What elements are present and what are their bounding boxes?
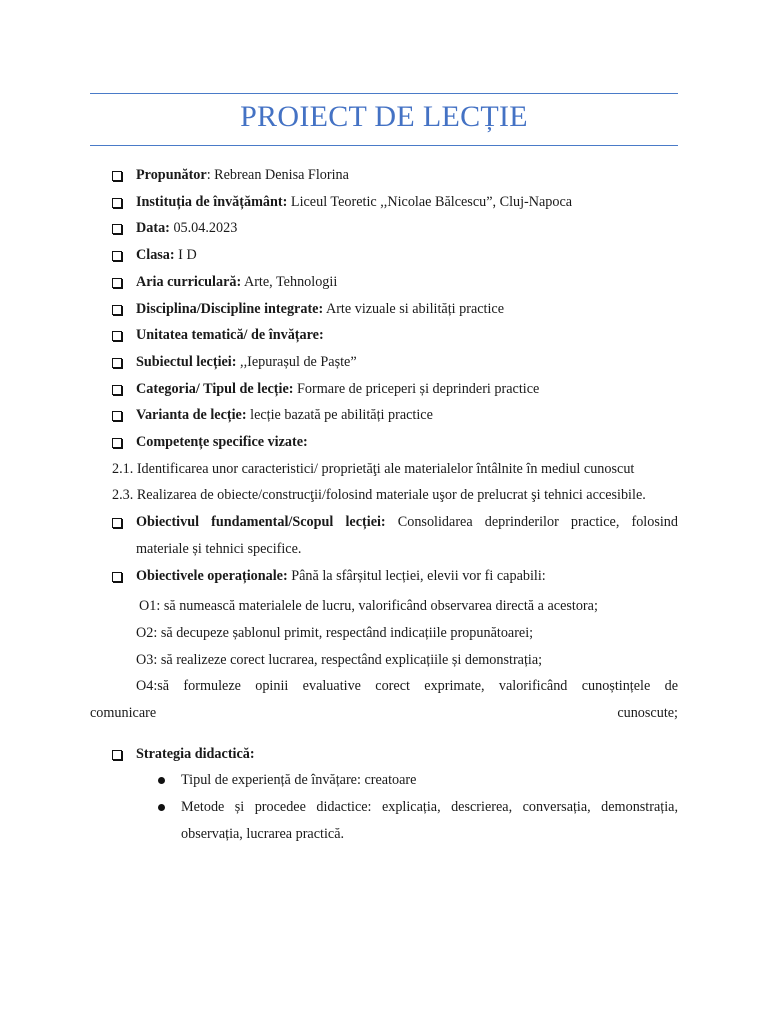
field-label: Categoria/ Tipul de lecție: <box>136 380 294 397</box>
checkbox-bullet-icon <box>112 251 122 261</box>
field-obiectiv-fundamental <box>0 509 768 562</box>
field-label: Varianta de lecție: <box>136 407 247 424</box>
field-competente <box>0 429 768 456</box>
page-title: PROIECT DE LECȚIE <box>240 100 528 133</box>
field-value: Formare de priceperi și deprinderi practice <box>293 380 540 397</box>
objective-o1: O1: să numească materialele de lucru, valorificând observarea directă a acestora; <box>139 598 598 615</box>
field-label: Propunător <box>136 167 207 183</box>
field-data <box>0 215 768 242</box>
checkbox-bullet-icon <box>112 411 122 421</box>
field-disciplina <box>0 296 768 323</box>
objective-o2: O2: să decupeze șablonul primit, respectând indicațiile propunătoarei; <box>136 624 534 641</box>
field-value: Liceul Teoretic ,,Nicolae Bălcescu”, Cluj-Napoca <box>287 193 573 210</box>
checkbox-bullet-icon <box>112 358 122 368</box>
checkbox-bullet-icon <box>112 224 122 234</box>
field-value: 05.04.2023 <box>169 220 238 237</box>
bullet-dot-icon <box>158 804 165 811</box>
field-label: Data: <box>136 220 170 237</box>
competence-2-1: 2.1. Identificarea unor caracteristici/ proprietăţi ale materialelor întâlnite în mediul cunoscut <box>112 460 635 477</box>
field-subiectul-lectiei <box>0 349 768 376</box>
field-value: Până la sfârșitul lecției, elevii vor fi capabili: <box>287 567 546 584</box>
checkbox-bullet-icon <box>112 438 122 448</box>
checkbox-bullet-icon <box>112 278 122 288</box>
objective-o4-continuation: comunicare cunoscute; <box>90 705 678 722</box>
field-label: Instituția de învățământ: <box>136 193 288 210</box>
field-label: Competențe specifice vizate: <box>136 434 308 451</box>
checkbox-bullet-icon <box>112 331 122 341</box>
spacer <box>0 727 768 741</box>
strategy-bullet-metode <box>0 794 768 847</box>
field-label: Aria curriculară: <box>136 273 242 290</box>
field-institutia <box>0 189 768 216</box>
competence-2-3: 2.3. Realizarea de obiecte/construcţii/folosind materiale uşor de prelucrat şi tehnici accesibile. <box>112 487 646 504</box>
field-label: Strategia didactică: <box>136 745 255 762</box>
checkbox-bullet-icon <box>112 572 122 582</box>
field-label: Obiectivele operaționale: <box>136 567 288 584</box>
bullet-dot-icon <box>158 777 165 784</box>
bottom-divider <box>90 145 678 146</box>
document-body <box>0 162 768 848</box>
field-obiective-operationale <box>0 563 768 590</box>
checkbox-bullet-icon <box>112 385 122 395</box>
field-value: Arte vizuale si abilități practice <box>323 300 505 317</box>
field-label: Obiectivul fundamental/Scopul lecției: <box>136 514 386 531</box>
field-label: Disciplina/Discipline integrate: <box>136 300 324 317</box>
field-varianta <box>0 402 768 429</box>
checkbox-bullet-icon <box>112 171 122 181</box>
field-value: ,,Iepurașul de Paște” <box>236 353 357 370</box>
field-label: Subiectul lecției: <box>136 353 237 370</box>
checkbox-bullet-icon <box>112 750 122 760</box>
top-divider <box>90 93 678 94</box>
field-value: : Rebrean Denisa Florina <box>206 167 349 183</box>
field-clasa <box>0 242 768 269</box>
field-value: Consolidarea deprinderilor practice, folosind materiale și tehnici specifice. <box>136 514 678 557</box>
field-strategia-didactica <box>0 741 768 768</box>
field-unitatea-tematica <box>0 322 768 349</box>
strategy-bullet-text: Tipul de experiență de învățare: creatoare <box>181 772 417 789</box>
field-label: Clasa: <box>136 247 175 264</box>
field-propunator <box>0 162 768 189</box>
field-label: Unitatea tematică/ de învățare: <box>136 327 324 344</box>
objective-o3: O3: să realizeze corect lucrarea, respectând explicațiile și demonstrația; <box>136 651 543 668</box>
strategy-bullet-text: Metode și procedee didactice: explicația, descrierea, conversația, demonstrația, observația, lucrarea practică. <box>181 799 678 842</box>
strategy-bullet-experienta <box>0 767 768 794</box>
field-value: Arte, Tehnologii <box>241 273 338 290</box>
field-categoria <box>0 376 768 403</box>
checkbox-bullet-icon <box>112 305 122 315</box>
field-aria-curriculara <box>0 269 768 296</box>
objective-o4: O4:să formuleze opinii evaluative corect exprimate, valorificând cunoștințele de <box>136 678 678 695</box>
checkbox-bullet-icon <box>112 198 122 208</box>
field-value: I D <box>174 247 197 264</box>
field-value: lecție bazată pe abilități practice <box>246 407 433 424</box>
checkbox-bullet-icon <box>112 518 122 528</box>
